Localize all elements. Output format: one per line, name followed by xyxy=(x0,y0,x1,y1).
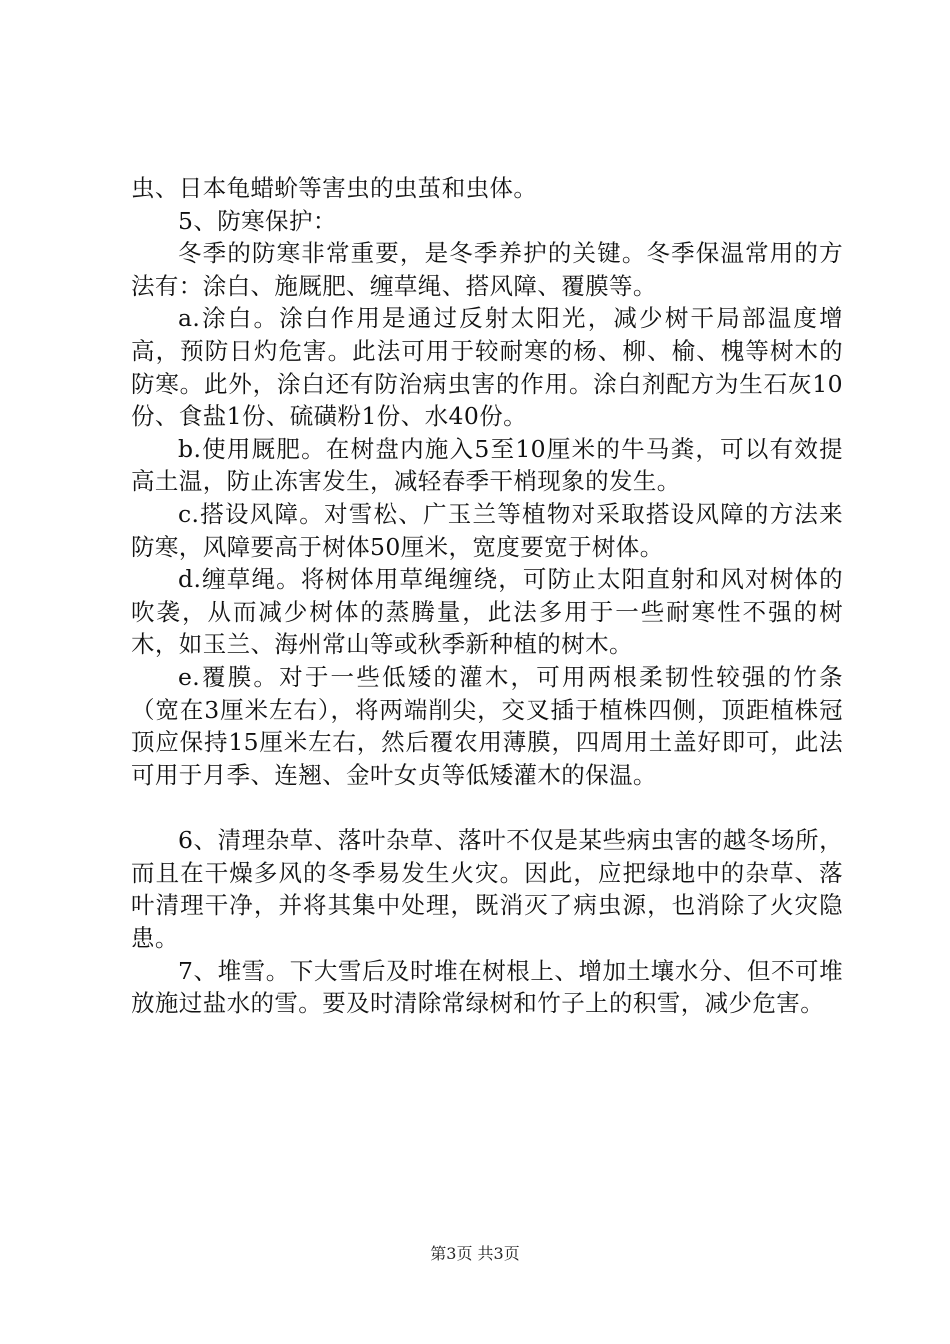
paragraph-snow-piling: 7、堆雪。下大雪后及时堆在树根上、增加土壤水分、但不可堆放施过盐水的雪。要及时清除常绿树和竹子上的积雪，减少危害。 xyxy=(131,956,843,1018)
paragraph-weed-cleanup: 6、清理杂草、落叶杂草、落叶不仅是某些病虫害的越冬场所，而且在干燥多风的冬季易发生火灾。因此，应把绿地中的杂草、落叶清理干净，并将其集中处理，既消灭了病虫源，也消除了火灾隐患。 xyxy=(131,826,843,953)
page-footer: 第3页 共3页 xyxy=(430,1244,520,1263)
document-body xyxy=(131,172,843,1020)
paragraph-straw-rope: d.缠草绳。将树体用草绳缠绕，可防止太阳直射和风对树体的吹袭，从而减少树体的蒸腾量，此法多用于一些耐寒性不强的树木，如玉兰、海州常山等或秋季新种植的树木。 xyxy=(131,565,843,659)
paragraph-windbreak: c.搭设风障。对雪松、广玉兰等植物对采取搭设风障的方法来防寒，风障要高于树体50厘米，宽度要宽于树体。 xyxy=(131,499,843,561)
paragraph-film-cover: e.覆膜。对于一些低矮的灌木，可用两根柔韧性较强的竹条（宽在3厘米左右），将两端削尖，交叉插于植株四侧，顶距植株冠顶应保持15厘米左右，然后覆农用薄膜，四周用土盖好即可，此法可用于月季、连翘、金叶女贞等低矮灌木的保温。 xyxy=(131,662,843,789)
paragraph-whitewash: a.涂白。涂白作用是通过反射太阳光，减少树干局部温度增高，预防日灼危害。此法可用于较耐寒的杨、柳、榆、槐等树木的防寒。此外，涂白还有防治病虫害的作用。涂白剂配方为生石灰10份、食盐1份、硫磺粉1份、水40份。 xyxy=(131,304,843,431)
paragraph-manure: b.使用厩肥。在树盘内施入5至10厘米的牛马粪，可以有效提高土温，防止冻害发生，减轻春季干梢现象的发生。 xyxy=(131,434,843,496)
paragraph-pest-continuation: 虫、日本龟蜡蚧等害虫的虫茧和虫体。 xyxy=(131,174,538,202)
paragraph-cold-protection-intro: 冬季的防寒非常重要，是冬季养护的关键。冬季保温常用的方法有：涂白、施厩肥、缠草绳、搭风障、覆膜等。 xyxy=(131,239,843,300)
heading-cold-protection: 5、防寒保护： xyxy=(178,206,337,235)
